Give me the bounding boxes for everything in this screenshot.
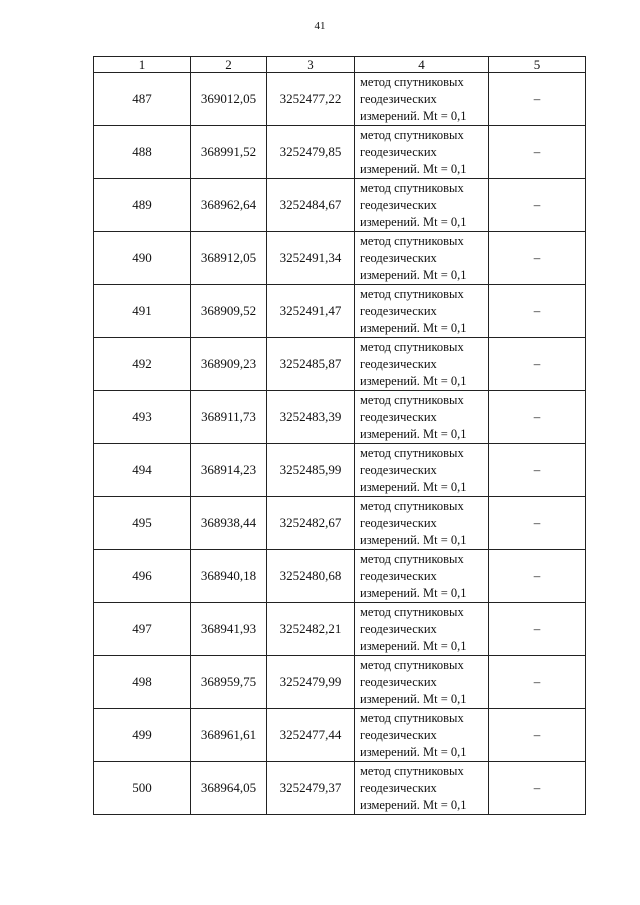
point-number-cell: 499	[94, 709, 191, 762]
method-cell	[355, 656, 489, 709]
point-number-cell: 492	[94, 338, 191, 391]
method-cell	[355, 179, 489, 232]
method-line: метод спутниковых	[360, 392, 464, 407]
x-coordinate-cell: 368964,05	[191, 762, 267, 815]
header-col-3: 3	[267, 57, 355, 73]
method-line: метод спутниковых	[360, 339, 464, 354]
note-cell: –	[489, 497, 586, 550]
method-line: измерений. Mt = 0,1	[360, 479, 467, 494]
method-line: метод спутниковых	[360, 74, 464, 89]
point-number-cell: 489	[94, 179, 191, 232]
method-line: геодезических	[360, 91, 437, 106]
y-coordinate-cell: 3252482,67	[267, 497, 355, 550]
method-line: метод спутниковых	[360, 551, 464, 566]
y-coordinate-cell: 3252491,34	[267, 232, 355, 285]
table-row	[94, 762, 586, 815]
x-coordinate-cell: 368909,52	[191, 285, 267, 338]
method-line: геодезических	[360, 674, 437, 689]
point-number-cell: 493	[94, 391, 191, 444]
method-line: геодезических	[360, 356, 437, 371]
method-line: геодезических	[360, 197, 437, 212]
y-coordinate-cell: 3252485,99	[267, 444, 355, 497]
method-cell	[355, 709, 489, 762]
method-line: геодезических	[360, 303, 437, 318]
method-line: геодезических	[360, 780, 437, 795]
method-line: измерений. Mt = 0,1	[360, 161, 467, 176]
method-line: измерений. Mt = 0,1	[360, 691, 467, 706]
note-cell: –	[489, 338, 586, 391]
note-cell: –	[489, 603, 586, 656]
note-cell: –	[489, 762, 586, 815]
note-cell: –	[489, 232, 586, 285]
note-cell: –	[489, 179, 586, 232]
x-coordinate-cell: 368959,75	[191, 656, 267, 709]
method-line: геодезических	[360, 462, 437, 477]
note-cell: –	[489, 709, 586, 762]
table-row	[94, 338, 586, 391]
table-body	[94, 73, 586, 815]
method-cell	[355, 285, 489, 338]
point-number-cell: 496	[94, 550, 191, 603]
point-number-cell: 497	[94, 603, 191, 656]
method-line: геодезических	[360, 250, 437, 265]
table-row	[94, 73, 586, 126]
method-line: метод спутниковых	[360, 445, 464, 460]
note-cell: –	[489, 73, 586, 126]
table-row	[94, 709, 586, 762]
method-line: метод спутниковых	[360, 127, 464, 142]
method-line: измерений. Mt = 0,1	[360, 426, 467, 441]
table-row	[94, 179, 586, 232]
table-row	[94, 126, 586, 179]
header-col-2: 2	[191, 57, 267, 73]
method-line: геодезических	[360, 515, 437, 530]
table-row	[94, 550, 586, 603]
method-cell	[355, 232, 489, 285]
method-cell	[355, 391, 489, 444]
table-row	[94, 232, 586, 285]
method-line: геодезических	[360, 144, 437, 159]
point-number-cell: 495	[94, 497, 191, 550]
x-coordinate-cell: 368940,18	[191, 550, 267, 603]
point-number-cell: 500	[94, 762, 191, 815]
method-line: метод спутниковых	[360, 657, 464, 672]
method-line: геодезических	[360, 409, 437, 424]
y-coordinate-cell: 3252479,85	[267, 126, 355, 179]
table-row	[94, 391, 586, 444]
note-cell: –	[489, 550, 586, 603]
table-header	[94, 57, 586, 73]
y-coordinate-cell: 3252480,68	[267, 550, 355, 603]
page-number: 41	[314, 20, 326, 32]
method-line: метод спутниковых	[360, 286, 464, 301]
method-cell	[355, 603, 489, 656]
point-number-cell: 490	[94, 232, 191, 285]
method-cell	[355, 126, 489, 179]
method-line: метод спутниковых	[360, 498, 464, 513]
method-line: измерений. Mt = 0,1	[360, 585, 467, 600]
method-line: измерений. Mt = 0,1	[360, 267, 467, 282]
coordinates-table	[93, 56, 586, 815]
y-coordinate-cell: 3252482,21	[267, 603, 355, 656]
header-col-5: 5	[489, 57, 586, 73]
table-row	[94, 444, 586, 497]
x-coordinate-cell: 368938,44	[191, 497, 267, 550]
method-line: метод спутниковых	[360, 763, 464, 778]
note-cell: –	[489, 391, 586, 444]
y-coordinate-cell: 3252479,37	[267, 762, 355, 815]
x-coordinate-cell: 369012,05	[191, 73, 267, 126]
point-number-cell: 491	[94, 285, 191, 338]
header-col-1: 1	[94, 57, 191, 73]
note-cell: –	[489, 285, 586, 338]
x-coordinate-cell: 368962,64	[191, 179, 267, 232]
x-coordinate-cell: 368941,93	[191, 603, 267, 656]
note-cell: –	[489, 444, 586, 497]
method-cell	[355, 73, 489, 126]
point-number-cell: 487	[94, 73, 191, 126]
x-coordinate-cell: 368912,05	[191, 232, 267, 285]
method-line: измерений. Mt = 0,1	[360, 214, 467, 229]
method-line: геодезических	[360, 727, 437, 742]
x-coordinate-cell: 368911,73	[191, 391, 267, 444]
method-line: измерений. Mt = 0,1	[360, 108, 467, 123]
y-coordinate-cell: 3252479,99	[267, 656, 355, 709]
y-coordinate-cell: 3252477,44	[267, 709, 355, 762]
method-line: измерений. Mt = 0,1	[360, 373, 467, 388]
x-coordinate-cell: 368909,23	[191, 338, 267, 391]
method-line: метод спутниковых	[360, 710, 464, 725]
method-cell	[355, 550, 489, 603]
note-cell: –	[489, 656, 586, 709]
table-row	[94, 285, 586, 338]
table-row	[94, 603, 586, 656]
method-line: геодезических	[360, 621, 437, 636]
method-cell	[355, 444, 489, 497]
y-coordinate-cell: 3252483,39	[267, 391, 355, 444]
x-coordinate-cell: 368961,61	[191, 709, 267, 762]
table-row	[94, 497, 586, 550]
x-coordinate-cell: 368991,52	[191, 126, 267, 179]
table-row	[94, 656, 586, 709]
y-coordinate-cell: 3252491,47	[267, 285, 355, 338]
y-coordinate-cell: 3252477,22	[267, 73, 355, 126]
point-number-cell: 488	[94, 126, 191, 179]
method-line: измерений. Mt = 0,1	[360, 797, 467, 812]
note-cell: –	[489, 126, 586, 179]
point-number-cell: 498	[94, 656, 191, 709]
method-line: измерений. Mt = 0,1	[360, 532, 467, 547]
header-col-4: 4	[355, 57, 489, 73]
method-line: геодезических	[360, 568, 437, 583]
method-cell	[355, 338, 489, 391]
method-line: измерений. Mt = 0,1	[360, 744, 467, 759]
y-coordinate-cell: 3252485,87	[267, 338, 355, 391]
method-line: измерений. Mt = 0,1	[360, 320, 467, 335]
method-line: метод спутниковых	[360, 604, 464, 619]
method-cell	[355, 762, 489, 815]
y-coordinate-cell: 3252484,67	[267, 179, 355, 232]
x-coordinate-cell: 368914,23	[191, 444, 267, 497]
method-line: метод спутниковых	[360, 180, 464, 195]
method-line: измерений. Mt = 0,1	[360, 638, 467, 653]
point-number-cell: 494	[94, 444, 191, 497]
header-row	[94, 57, 586, 73]
method-line: метод спутниковых	[360, 233, 464, 248]
method-cell	[355, 497, 489, 550]
